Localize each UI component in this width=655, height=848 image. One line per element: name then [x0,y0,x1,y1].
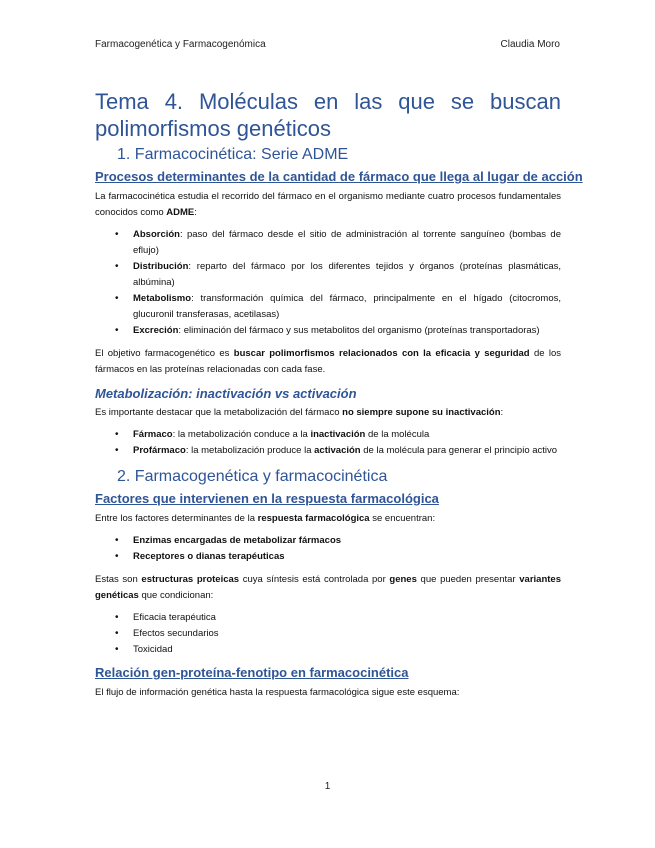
adme-intro: La farmacocinética estudia el recorrido del fármaco en el organismo mediante cuatro procesos fundamentales conocidos como ADME: [95,191,561,218]
list-item: • Excreción: eliminación del fármaco y sus metabolitos del organismo (proteínas transportadoras) [115,323,561,339]
list-item: • Receptores o dianas terapéuticas [115,549,561,565]
conditions-list [95,610,561,658]
adme-objective: El objetivo farmacogenético es buscar polimorfismos relacionados con la eficacia y seguridad de los fármacos en las proteínas relacionadas con cada fase. [95,348,561,375]
page-number: 1 [324,781,331,792]
list-item: • Profármaco: la metabolización produce la activación de la molécula para generar el principio activo [115,443,561,459]
page-title [95,88,561,142]
list-item: • Eficacia terapéutica [115,610,561,626]
metabolizacion-intro: Es importante destacar que la metabolización del fármaco no siempre supone su inactivación: [95,407,504,418]
relacion-text: El flujo de información genética hasta la respuesta farmacológica sigue este esquema: [95,687,460,698]
factores-paragraph: Estas son estructuras proteicas cuya síntesis está controlada por genes que pueden presentar variantes genéticas que condicionan: [95,574,561,601]
title-line-1: Tema 4. Moléculas en las que se buscan [95,89,561,114]
adme-list [95,227,561,339]
list-item: • Fármaco: la metabolización conduce a la inactivación de la molécula [115,427,561,443]
subsection-metabolizacion-heading: Metabolización: inactivación vs activación [95,386,357,401]
metabolizacion-list [95,427,561,459]
section-1-heading: 1. Farmacocinética: Serie ADME [117,146,349,163]
title-line-2: polimorfismos genéticos [95,116,331,141]
subsection-relacion-heading: Relación gen-proteína-fenotipo en farmacocinética [95,665,409,680]
list-item: • Absorción: paso del fármaco desde el sitio de administración al torrente sanguíneo (bombas de eflujo) [115,227,561,259]
list-item: • Distribución: reparto del fármaco por los diferentes tejidos y órganos (proteínas plasmáticas, albúmina) [115,259,561,291]
list-item: • Enzimas encargadas de metabolizar fármacos [115,533,561,549]
subsection-adme-heading: Procesos determinantes de la cantidad de fármaco que llega al lugar de acción [95,169,583,184]
factores-list [95,533,561,565]
header-right: Claudia Moro [500,39,560,50]
page-content [95,88,583,707]
header-left: Farmacogenética y Farmacogenómica [95,39,266,50]
list-item: • Metabolismo: transformación química del fármaco, principalmente en el hígado (citocromos, glucuronil transferasas, acetilasas) [115,291,561,323]
list-item: • Toxicidad [115,642,561,658]
factores-intro: Entre los factores determinantes de la respuesta farmacológica se encuentran: [95,513,436,524]
subsection-factores-heading: Factores que intervienen en la respuesta farmacológica [95,491,439,506]
section-2-heading: 2. Farmacogenética y farmacocinética [117,468,388,485]
list-item: • Efectos secundarios [115,626,561,642]
